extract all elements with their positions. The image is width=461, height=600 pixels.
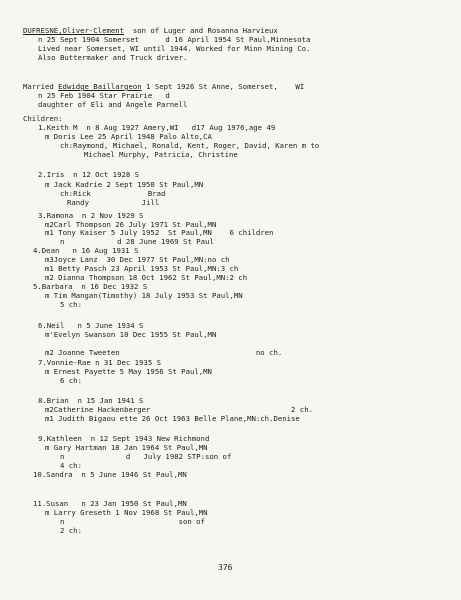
child-entry-line: m1 Tony Kaiser 5 July 1952 St Paul,MN 6 children bbox=[45, 228, 274, 237]
child-entry-line: m1 Betty Pasch 23 April 1953 St Paul,MN:3 ch bbox=[45, 264, 239, 273]
child-entry-line: m1 Judith Bigaou ette 26 Oct 1963 Belle Plane,MN:ch.Denise bbox=[45, 414, 300, 423]
child-entry-line: m Larry Greseth 1 Nov 1968 St Paul,MN bbox=[45, 508, 208, 517]
child-entry-line: 6 ch: bbox=[60, 376, 82, 385]
marriage-prefix: Married bbox=[23, 82, 59, 91]
child-entry-line: 9.Kathleen n 12 Sept 1943 New Richmond bbox=[38, 434, 210, 443]
header-line-1 bbox=[23, 26, 278, 35]
child-entry-line: ch:Raymond, Michael, Ronald, Kent, Roger, David, Karen m to bbox=[60, 141, 320, 150]
child-entry-line: m Jack Kadrie 2 Sept 1950 St Paul,MN bbox=[45, 180, 204, 189]
child-entry-line: 10.Sandra n 5 June 1946 St Paul,MN bbox=[33, 470, 187, 479]
child-entry-line: 8.Brian n 15 Jan 1941 S bbox=[38, 396, 144, 405]
page-number: 376 bbox=[218, 563, 233, 572]
child-entry-line: 6.Neil n 5 June 1934 S bbox=[38, 321, 144, 330]
child-entry-line: m Tim Mangan(Timothy) 18 July 1953 St Paul,MN bbox=[45, 291, 243, 300]
subject-name: DUFRESNE,Oliver-Clement bbox=[23, 26, 125, 35]
child-entry-line: m2Carl Thompson 26 July 1971 St Paul,MN bbox=[45, 220, 217, 229]
child-entry-line: n d 28 June 1969 St Paul bbox=[60, 237, 214, 246]
child-entry-line: m3Joyce Lanz 30 Dec 1977 St Paul,MN:no ch bbox=[45, 255, 230, 264]
header-line-2: n 25 Sept 1904 Somerset d 16 April 1954 St Paul,Minnesota bbox=[38, 35, 311, 44]
child-entry-line: n d July 1982 STP:son of bbox=[60, 452, 232, 461]
child-entry-line: 5.Barbara n 16 Dec 1932 S bbox=[33, 282, 148, 291]
child-entry-line: 3.Ramona n 2 Nov 1929 S bbox=[38, 211, 144, 220]
child-entry-line: n son of bbox=[60, 517, 205, 526]
child-entry-line: 1.Keith M n 8 Aug 1927 Amery,WI d17 Aug 1976,age 49 bbox=[38, 123, 276, 132]
child-entry-line: 11.Susan n 23 Jan 1950 St Paul,MN bbox=[33, 499, 187, 508]
child-entry-line: m Ernest Payette 5 May 1956 St Paul,MN bbox=[45, 367, 212, 376]
child-entry-line: 2.Iris n 12 Oct 1928 S bbox=[38, 170, 140, 179]
child-entry-line: 4.Dean n 16 Aug 1931 S bbox=[33, 246, 139, 255]
marriage-line-1 bbox=[23, 82, 304, 91]
child-entry-line: m2 Dianna Thompson 18 Oct 1962 St Paul,MN:2 ch bbox=[45, 273, 248, 282]
child-entry-line: m Doris Lee 25 April 1948 Palo Alto,CA bbox=[45, 132, 212, 141]
child-entry-line: 5 ch: bbox=[60, 300, 82, 309]
marriage-line-2: n 25 Feb 1904 Star Prairie d bbox=[38, 91, 170, 100]
child-entry-line: 7.Vonnie-Rae n 31 Dec 1935 S bbox=[38, 358, 162, 367]
header-line-3: Lived near Somerset, WI until 1944. Worked for Minn Mining Co. bbox=[38, 44, 311, 53]
header-line-4: Also Buttermaker and Truck driver. bbox=[38, 53, 188, 62]
child-entry-line: 4 ch: bbox=[60, 461, 82, 470]
child-entry-line: m Gary Hartman 18 Jan 1964 St Paul,MN bbox=[45, 443, 208, 452]
child-entry-line: m2 Joanne Tweeten no ch. bbox=[45, 348, 283, 357]
child-entry-line: m2Catherine Hackenberger 2 ch. bbox=[45, 405, 313, 414]
child-entry-line: m'Evelyn Swanson 10 Dec 1955 St Paul,MN bbox=[45, 330, 217, 339]
subject-parents: son of Luger and Rosanna Harvieux bbox=[124, 26, 278, 35]
children-heading: Children: bbox=[23, 114, 63, 123]
spouse-name: Edwidge Baillargeon bbox=[58, 82, 142, 91]
marriage-line-3: daughter of Eli and Angele Parnell bbox=[38, 100, 188, 109]
marriage-details: 1 Sept 1926 St Anne, Somerset, WI bbox=[141, 82, 305, 91]
child-entry-line: ch:Rick Brad bbox=[60, 189, 166, 198]
child-entry-line: Michael Murphy, Patricia, Christine bbox=[84, 150, 238, 159]
child-entry-line: 2 ch: bbox=[60, 526, 82, 535]
child-entry-line: Randy Jill bbox=[67, 198, 160, 207]
